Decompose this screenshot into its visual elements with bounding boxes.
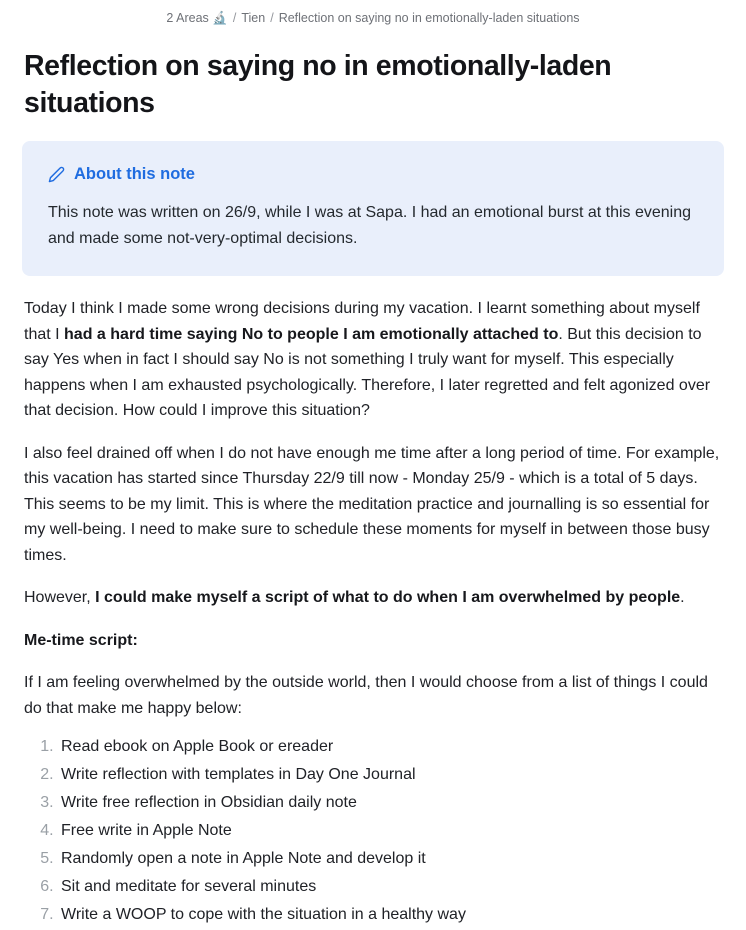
paragraph-however [24,585,722,611]
paragraph-wrong-decisions [24,296,722,424]
about-callout [22,141,724,276]
breadcrumb-separator: / [232,11,237,25]
breadcrumb-item-tien[interactable]: Tien [241,11,266,25]
me-time-script-label: Me-time script: [24,631,138,649]
paragraph-drained-off: I also feel drained off when I do not have enough me time after a long period of time. For example, this vacation has started since Thursday 22/9 till now - Monday 25/9 - which is a total of 5 days. This seems to be my limit. This is where the meditation practice and journalling is so essential for my well-being. I need to make sure to schedule these moments for myself in between those busy times. [24,444,720,564]
paragraph-text: . But this decision to say Yes when in fact I should say No is not something I truly want for myself. This especially happens when I am exhausted psychologically. Therefore, I later regretted and felt agonized over that decision. How could I improve this situation? [24,325,711,419]
me-time-list [24,734,704,928]
list-item: 7. Write a WOOP to cope with the situation in a healthy way [58,902,704,928]
paragraph-if-overwhelmed: If I am feeling overwhelmed by the outside world, then I would choose from a list of things I could do that make me happy below: [24,674,708,717]
bold-make-myself-a-script: I could make myself a script of what to do when I am overwhelmed by people [95,589,681,606]
paragraph-text: Today I think I made some wrong decisions during my vacation. I learnt something about myself that I [24,300,700,343]
bold-hard-time-saying-no: had a hard time saying No to people I am emotionally attached to [64,325,559,343]
breadcrumb [0,0,746,27]
me-time-script-heading [24,628,722,654]
page-title: Reflection on saying no in emotionally-laden situations [24,50,612,119]
about-callout-title [48,164,698,184]
list-item: 4. Free write in Apple Note [58,818,704,844]
breadcrumb-item-areas[interactable]: 2 Areas 🔬 [166,11,228,25]
list-item: 6. Sit and meditate for several minutes [58,874,704,900]
paragraph-text: However, [24,589,96,606]
list-item: 5. Randomly open a note in Apple Note and develop it [58,846,704,872]
pencil-icon [48,166,65,183]
list-item: 1. Read ebook on Apple Book or ereader [58,734,704,760]
breadcrumb-separator: / [270,11,274,25]
about-callout-title-label: About this note [74,165,195,183]
breadcrumb-item-current: Reflection on saying no in emotionally-laden situations [278,11,580,25]
about-callout-body: This note was written on 26/9, while I was at Sapa. I had an emotional burst at this evening and made some not-very-optimal decisions. [48,204,692,247]
list-item: 3. Write free reflection in Obsidian daily note [58,790,704,816]
paragraph-text: . [680,589,685,606]
list-item: 2. Write reflection with templates in Day One Journal [58,762,704,788]
